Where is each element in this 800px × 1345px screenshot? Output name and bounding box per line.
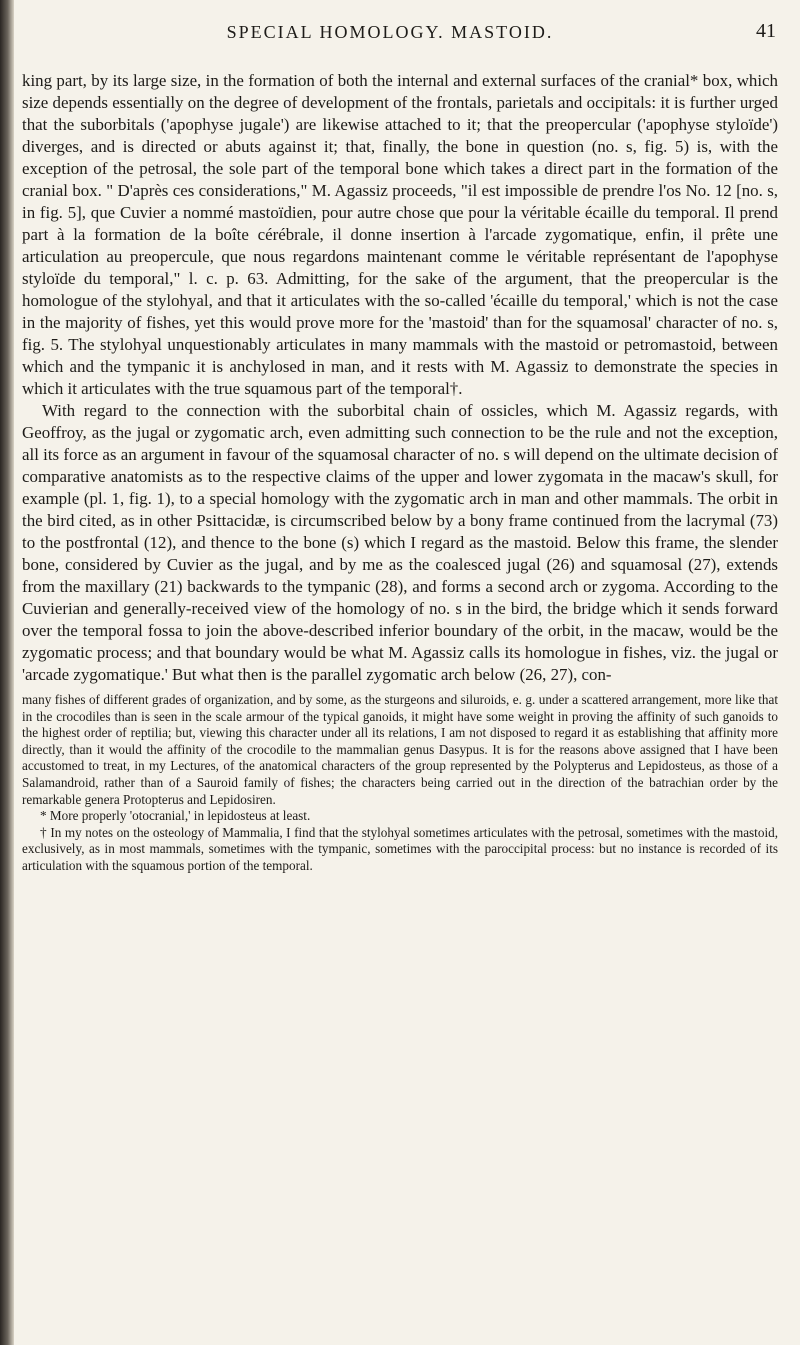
body-paragraph-1: king part, by its large size, in the formation of both the internal and external surfaces of the cranial* box, which size depends essentially on the degree of development of the frontals, parietals and occipitals: it is further urged that the suborbitals ('apophyse jugale') are likewise attached to it; that the preopercular ('apophyse styloïde') diverges, and is directed or abuts against it; that, finally, the bone in question (no. s, fig. 5) is, with the exception of the petrosal, the sole part of the temporal bone which takes a direct part in the formation of the cranial box. " D'après ces considerations," M. Agassiz proceeds, "il est impossible de prendre l'os No. 12 [no. s, in fig. 5], que Cuvier a nommé mastoïdien, pour autre chose que pour la véritable écaille du temporal. Il prend part à la formation de la boîte cérébrale, il donne insertion à l'arcade zygomatique, enfin, il prête une articulation au preopercule, que nous regardons maintenant comme le véritable représentant de l'apophyse styloïde du temporal," l. c. p. 63. Admitting, for the sake of the argument, that the preopercular is the homologue of the stylohyal, and that it articulates with the so-called 'écaille du temporal,' which is not the case in the majority of fishes, yet this would prove more for the 'mastoid' than for the squamosal' character of no. s, fig. 5. The stylohyal unquestionably articulates in many mammals with the mastoid or petromastoid, between which and the tympanic it is anchylosed in man, and it rests with M. Agassiz to demonstrate the species in which it articulates with the true squamous part of the temporal†. bbox=[22, 71, 778, 398]
book-binding-shadow bbox=[0, 0, 14, 1345]
footnote-asterisk: * More properly 'otocranial,' in lepidosteus at least. bbox=[40, 808, 311, 824]
book-page bbox=[22, 0, 788, 875]
body-paragraph-2: With regard to the connection with the suborbital chain of ossicles, which M. Agassiz regards, with Geoffroy, as the jugal or zygomatic arch, even admitting such connection to be the rule and not the exception, all its force as an argument in favour of the squamosal character of no. s will depend on the ultimate decision of comparative anatomists as to the respective claims of the upper and lower zygomata in the macaw's skull, for example (pl. 1, fig. 1), to a special homology with the zygomatic arch in man and other mammals. The orbit in the bird cited, as in other Psittacidæ, is circumscribed below by a bony frame continued from the lacrymal (73) to the postfrontal (12), and thence to the bone (s) which I regard as the mastoid. Below this frame, the slender bone, considered by Cuvier as the jugal, and by me as the coalesced jugal (26) and squamosal (27), extends from the maxillary (21) backwards to the tympanic (28), and forms a second arch or zygoma. According to the Cuvierian and generally-received view of the homology of no. s in the bird, the bridge which it sends forward over the temporal fossa to join the above-described inferior boundary of the orbit, in the macaw, would be the zygomatic process; and that boundary would be what M. Agassiz calls its homologue in fishes, viz. the jugal or 'arcade zygomatique.' But what then is the parallel zygomatic arch below (26, 27), con- bbox=[22, 401, 778, 684]
footnote-dagger: † In my notes on the osteology of Mammalia, I find that the stylohyal sometimes articulates with the petrosal, sometimes with the mastoid, exclusively, as in most mammals, sometimes with the tympanic, sometimes with the paroccipital process: but no instance is recorded of its articulation with the squamous portion of the temporal. bbox=[22, 824, 778, 873]
footnotes bbox=[22, 692, 788, 875]
body-text bbox=[22, 70, 788, 686]
page-number: 41 bbox=[756, 20, 776, 42]
footnote-continued: many fishes of different grades of organization, and by some, as the sturgeons and siluroids, e. g. under a scattered arrangement, more like that in the crocodiles than is seen in the scale armour of the typical ganoids, it might have some weight in proving the affinity of such ganoids to the highest order of reptilia; but, viewing this character under all its relations, I am not disposed to regard it as establishing that affinity more directly, than it would the affinity of the crocodile to the mammalian genus Dasypus. It is for the reasons above assigned that I have been accustomed to treat, in my Lectures, of the anatomical characters of the group represented by the Polypterus and Lepidosteus, as those of a Salamandroid, rather than of a Sauroid family of fishes; the characters being carried out in the direction of the batrachian order by the remarkable genera Protopterus and Lepidosiren. bbox=[22, 692, 778, 807]
running-head: SPECIAL HOMOLOGY. MASTOID. bbox=[226, 22, 554, 42]
page-header bbox=[22, 0, 788, 70]
